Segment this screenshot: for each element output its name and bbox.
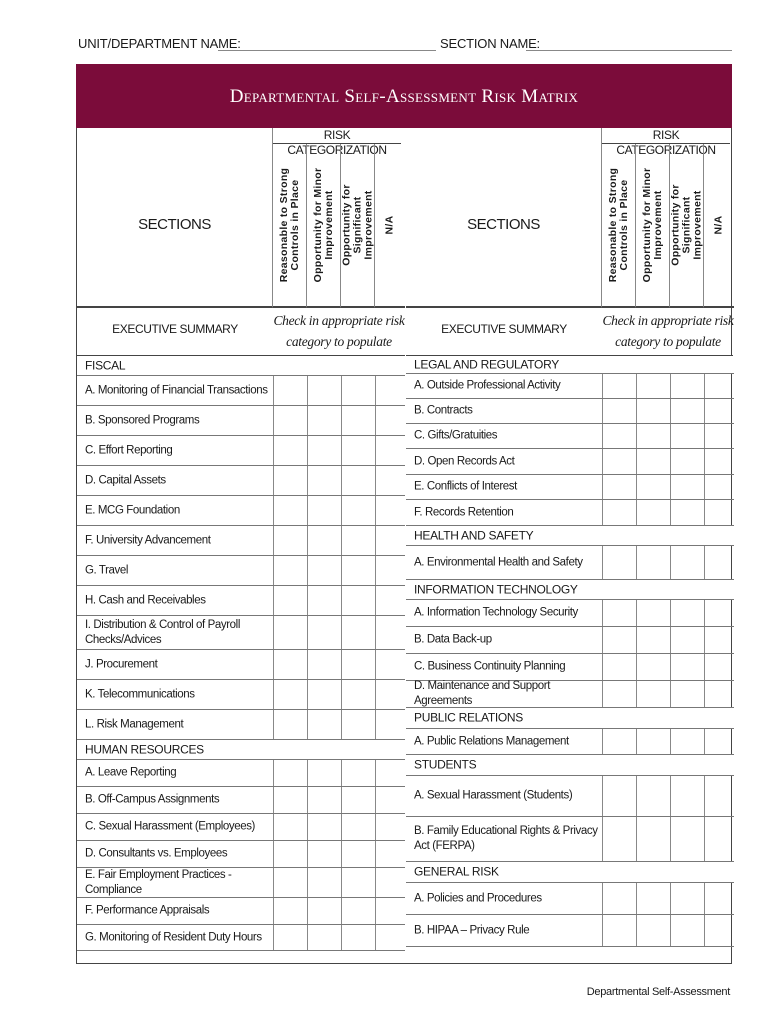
check-cell-na[interactable] [375, 376, 405, 405]
check-cell-na[interactable] [704, 915, 734, 946]
check-cell-na[interactable] [704, 475, 734, 499]
check-cell-minor-improvement[interactable] [636, 915, 670, 946]
sections-label: SECTIONS [138, 216, 211, 233]
check-cell-minor-improvement[interactable] [307, 616, 341, 649]
row-label: D. Open Records Act [414, 455, 515, 467]
checkbox-cells [273, 787, 405, 813]
checkbox-cells [602, 915, 734, 946]
row-label: C. Sexual Harassment (Employees) [85, 820, 255, 833]
check-cell-significant-improvement[interactable] [341, 814, 375, 840]
column-header-na [704, 144, 734, 308]
check-cell-minor-improvement[interactable] [636, 729, 670, 754]
table-row [77, 376, 405, 406]
row-label: D. Capital Assets [85, 474, 166, 486]
checkbox-cells [602, 729, 734, 754]
check-cell-strong-controls[interactable] [602, 883, 636, 914]
check-cell-strong-controls[interactable] [273, 680, 307, 709]
executive-summary-label: EXECUTIVE SUMMARY [441, 322, 567, 336]
checkbox-cells [273, 406, 405, 435]
check-cell-significant-improvement[interactable] [670, 449, 704, 474]
table-row [77, 680, 405, 710]
check-cell-significant-improvement[interactable] [670, 475, 704, 499]
check-cell-minor-improvement[interactable] [307, 466, 341, 495]
check-cell-na[interactable] [375, 710, 405, 739]
table-row [406, 475, 734, 500]
category-heading-row [406, 862, 734, 883]
table-row [77, 526, 405, 556]
check-cell-minor-improvement[interactable] [636, 475, 670, 499]
check-cell-significant-improvement[interactable] [341, 680, 375, 709]
section-name-field[interactable] [526, 50, 732, 51]
row-label: A. Public Relations Management [414, 735, 569, 747]
checkbox-cells [273, 586, 405, 615]
check-cell-na[interactable] [704, 500, 734, 525]
check-cell-significant-improvement[interactable] [341, 526, 375, 555]
check-cell-na[interactable] [704, 399, 734, 423]
table-row [77, 710, 405, 740]
category-heading: STUDENTS [414, 757, 477, 772]
table-row [406, 449, 734, 475]
category-heading-row [406, 526, 734, 546]
column-header-label: Reasonable to Strong Controls in Place [606, 167, 630, 283]
check-cell-na[interactable] [704, 681, 734, 707]
check-cell-significant-improvement[interactable] [670, 546, 704, 579]
check-cell-significant-improvement[interactable] [341, 925, 375, 950]
check-cell-minor-improvement[interactable] [307, 841, 341, 867]
row-label: H. Cash and Receivables [85, 594, 206, 606]
checkbox-cells [273, 376, 405, 405]
row-label: G. Travel [85, 564, 129, 576]
check-cell-minor-improvement[interactable] [636, 374, 670, 398]
column-header-label: N/A [712, 215, 725, 235]
check-cell-strong-controls[interactable] [273, 466, 307, 495]
check-cell-minor-improvement[interactable] [307, 526, 341, 555]
checkbox-cells [273, 556, 405, 585]
category-heading-row [77, 740, 405, 760]
check-cell-strong-controls[interactable] [602, 475, 636, 499]
checkbox-cells [602, 500, 734, 525]
category-heading: FISCAL [85, 358, 126, 372]
check-cell-significant-improvement[interactable] [670, 600, 704, 626]
table-row [406, 424, 734, 449]
category-heading-row [406, 708, 734, 729]
check-cell-minor-improvement[interactable] [307, 436, 341, 465]
check-cell-minor-improvement[interactable] [307, 868, 341, 897]
table-row [77, 436, 405, 466]
category-heading: PUBLIC RELATIONS [414, 710, 524, 725]
row-label: A. Information Technology Security [414, 606, 578, 619]
column-header-label: Reasonable to Strong Controls in Place [277, 167, 301, 283]
row-label: A. Outside Professional Activity [414, 379, 561, 392]
check-cell-na[interactable] [375, 760, 405, 786]
row-label: F. University Advancement [85, 534, 211, 546]
check-cell-significant-improvement[interactable] [341, 616, 375, 649]
table-row [77, 925, 405, 951]
category-heading-row [406, 580, 734, 600]
check-cell-strong-controls[interactable] [602, 399, 636, 423]
check-cell-significant-improvement[interactable] [341, 760, 375, 786]
row-label: A. Sexual Harassment (Students) [414, 789, 573, 802]
checkbox-cells [273, 436, 405, 465]
check-cell-significant-improvement[interactable] [670, 399, 704, 423]
table-row [406, 817, 734, 862]
check-cell-strong-controls[interactable] [273, 406, 307, 435]
checkbox-cells [273, 760, 405, 786]
row-label: D. Maintenance and Support Agreements [414, 680, 551, 707]
check-cell-significant-improvement[interactable] [670, 915, 704, 946]
sections-header [406, 128, 602, 308]
column-header-label: N/A [383, 215, 396, 235]
check-cell-na[interactable] [704, 817, 734, 861]
check-cell-significant-improvement[interactable] [670, 654, 704, 680]
row-label: A. Environmental Health and Safety [414, 556, 583, 568]
table-row [77, 814, 405, 841]
checkbox-cells [602, 883, 734, 914]
table-row [77, 466, 405, 496]
check-cell-minor-improvement[interactable] [636, 500, 670, 525]
checkbox-cells [602, 627, 734, 653]
check-cell-minor-improvement[interactable] [307, 376, 341, 405]
check-cell-minor-improvement[interactable] [307, 710, 341, 739]
sections-label: SECTIONS [467, 216, 540, 233]
column-header-label: Opportunity for Minor Improvement [311, 167, 335, 283]
check-cell-na[interactable] [375, 556, 405, 585]
checkbox-cells [273, 466, 405, 495]
check-cell-na[interactable] [704, 546, 734, 579]
check-cell-strong-controls[interactable] [602, 729, 636, 754]
check-cell-na[interactable] [704, 424, 734, 448]
row-label: A. Monitoring of Financial Transactions [85, 384, 268, 396]
table-row [77, 496, 405, 526]
footer-text: Departmental Self-Assessment [586, 986, 730, 998]
check-cell-minor-improvement[interactable] [636, 627, 670, 653]
checkbox-cells [273, 526, 405, 555]
unit-department-label: UNIT/DEPARTMENT NAME: [78, 36, 241, 51]
row-label: A. Policies and Procedures [414, 892, 542, 904]
category-heading-row [77, 356, 405, 376]
check-cell-na[interactable] [375, 526, 405, 555]
risk-matrix-table [76, 128, 732, 964]
checkbox-cells [273, 925, 405, 950]
check-cell-strong-controls[interactable] [273, 898, 307, 924]
risk-categorization-label: RISK CATEGORIZATION [602, 128, 730, 144]
check-cell-strong-controls[interactable] [602, 500, 636, 525]
check-cell-strong-controls[interactable] [273, 616, 307, 649]
check-cell-minor-improvement[interactable] [636, 817, 670, 861]
row-label: L. Risk Management [85, 718, 184, 730]
check-cell-significant-improvement[interactable] [341, 710, 375, 739]
column-header-strong-controls [273, 144, 307, 308]
check-cell-significant-improvement[interactable] [341, 436, 375, 465]
checkbox-cells [602, 817, 734, 861]
table-row [406, 915, 734, 947]
row-label: C. Business Continuity Planning [414, 660, 566, 673]
column-header-label: Opportunity for Significant Improvement [669, 184, 703, 266]
check-cell-minor-improvement[interactable] [307, 496, 341, 525]
column-header-significant-improvement [670, 144, 704, 308]
checkbox-cells [602, 449, 734, 474]
check-cell-strong-controls[interactable] [602, 776, 636, 816]
category-heading-row [406, 356, 734, 374]
column-header-na [375, 144, 405, 308]
check-instruction: Check in appropriate risk category to populate [602, 313, 734, 349]
check-cell-strong-controls[interactable] [273, 925, 307, 950]
check-cell-na[interactable] [704, 729, 734, 754]
check-cell-significant-improvement[interactable] [670, 500, 704, 525]
check-cell-minor-improvement[interactable] [636, 776, 670, 816]
row-label: B. HIPAA – Privacy Rule [414, 924, 530, 936]
checkbox-cells [602, 776, 734, 816]
check-cell-na[interactable] [375, 436, 405, 465]
checkbox-cells [273, 680, 405, 709]
check-cell-minor-improvement[interactable] [307, 898, 341, 924]
checkbox-cells [273, 496, 405, 525]
executive-summary-row [406, 308, 733, 356]
row-label: G. Monitoring of Resident Duty Hours [85, 931, 262, 943]
checkbox-cells [273, 650, 405, 679]
check-cell-minor-improvement[interactable] [307, 925, 341, 950]
check-cell-na[interactable] [704, 374, 734, 398]
check-cell-strong-controls[interactable] [273, 376, 307, 405]
row-label: E. Conflicts of Interest [414, 480, 517, 493]
check-cell-significant-improvement[interactable] [670, 817, 704, 861]
check-cell-na[interactable] [375, 787, 405, 813]
column-header-label: Opportunity for Minor Improvement [640, 167, 664, 283]
check-cell-strong-controls[interactable] [273, 526, 307, 555]
executive-summary-label: EXECUTIVE SUMMARY [112, 322, 238, 336]
row-label: C. Effort Reporting [85, 444, 173, 456]
check-cell-significant-improvement[interactable] [341, 841, 375, 867]
checkbox-cells [602, 424, 734, 448]
check-cell-strong-controls[interactable] [273, 650, 307, 679]
table-row [406, 399, 734, 424]
check-cell-strong-controls[interactable] [273, 436, 307, 465]
check-cell-significant-improvement[interactable] [341, 787, 375, 813]
category-heading: LEGAL AND REGULATORY [414, 357, 559, 371]
row-label: F. Records Retention [414, 506, 514, 518]
table-row [406, 600, 734, 627]
check-cell-significant-improvement[interactable] [341, 586, 375, 615]
sections-header [77, 128, 273, 308]
check-cell-significant-improvement[interactable] [341, 556, 375, 585]
table-row [406, 500, 734, 526]
checkbox-cells [273, 710, 405, 739]
checkbox-cells [273, 898, 405, 924]
table-row [406, 883, 734, 915]
table-row [406, 729, 734, 755]
table-row [77, 556, 405, 586]
check-cell-minor-improvement[interactable] [636, 681, 670, 707]
table-row [406, 681, 734, 708]
row-label: C. Gifts/Gratuities [414, 429, 498, 442]
check-cell-minor-improvement[interactable] [636, 424, 670, 448]
check-cell-strong-controls[interactable] [273, 841, 307, 867]
check-cell-significant-improvement[interactable] [341, 868, 375, 897]
check-cell-minor-improvement[interactable] [636, 883, 670, 914]
check-cell-na[interactable] [375, 925, 405, 950]
check-cell-significant-improvement[interactable] [341, 466, 375, 495]
checkbox-cells [273, 814, 405, 840]
table-row [77, 616, 405, 650]
row-label: J. Procurement [85, 658, 158, 670]
row-label: I. Distribution & Control of Payroll Checks/Advices [85, 618, 240, 646]
check-cell-na[interactable] [375, 680, 405, 709]
check-cell-strong-controls[interactable] [273, 868, 307, 897]
check-cell-strong-controls[interactable] [273, 586, 307, 615]
table-row [77, 586, 405, 616]
check-cell-minor-improvement[interactable] [307, 760, 341, 786]
check-cell-significant-improvement[interactable] [670, 627, 704, 653]
row-label: B. Off-Campus Assignments [85, 793, 220, 806]
checkbox-cells [273, 868, 405, 897]
check-cell-na[interactable] [375, 406, 405, 435]
table-row [77, 868, 405, 898]
check-cell-strong-controls[interactable] [273, 787, 307, 813]
check-cell-minor-improvement[interactable] [636, 654, 670, 680]
table-row [406, 654, 734, 681]
check-cell-significant-improvement[interactable] [670, 776, 704, 816]
table-row [406, 546, 734, 580]
check-cell-significant-improvement[interactable] [670, 374, 704, 398]
checkbox-cells [602, 654, 734, 680]
check-cell-na[interactable] [375, 898, 405, 924]
check-cell-na[interactable] [704, 654, 734, 680]
check-cell-minor-improvement[interactable] [307, 650, 341, 679]
check-cell-na[interactable] [375, 868, 405, 897]
row-label: B. Data Back-up [414, 633, 492, 646]
row-label: D. Consultants vs. Employees [85, 847, 228, 860]
checkbox-cells [602, 374, 734, 398]
check-cell-minor-improvement[interactable] [636, 546, 670, 579]
checkbox-cells [602, 475, 734, 499]
row-label: B. Family Educational Rights & Privacy Act (FERPA) [414, 825, 598, 852]
row-label: B. Contracts [414, 404, 473, 417]
check-cell-strong-controls[interactable] [602, 546, 636, 579]
check-cell-na[interactable] [704, 883, 734, 914]
check-cell-strong-controls[interactable] [602, 424, 636, 448]
category-heading: INFORMATION TECHNOLOGY [414, 582, 578, 596]
check-cell-strong-controls[interactable] [602, 600, 636, 626]
check-cell-na[interactable] [375, 496, 405, 525]
check-cell-na[interactable] [375, 841, 405, 867]
check-cell-minor-improvement[interactable] [307, 406, 341, 435]
checkbox-cells [273, 616, 405, 649]
check-cell-strong-controls[interactable] [273, 710, 307, 739]
check-cell-significant-improvement[interactable] [341, 898, 375, 924]
risk-categorization-label: RISK CATEGORIZATION [273, 128, 401, 144]
check-cell-na[interactable] [375, 586, 405, 615]
check-cell-significant-improvement[interactable] [341, 376, 375, 405]
check-cell-na[interactable] [704, 776, 734, 816]
checkbox-cells [602, 681, 734, 707]
table-row [406, 627, 734, 654]
check-cell-significant-improvement[interactable] [341, 406, 375, 435]
table-row [77, 760, 405, 787]
column-header-significant-improvement [341, 144, 375, 308]
check-cell-strong-controls[interactable] [602, 817, 636, 861]
check-cell-strong-controls[interactable] [602, 627, 636, 653]
check-cell-minor-improvement[interactable] [307, 814, 341, 840]
checkbox-cells [602, 546, 734, 579]
row-label: K. Telecommunications [85, 688, 195, 700]
check-cell-na[interactable] [704, 600, 734, 626]
header-fields [78, 34, 738, 54]
column-header-label: Opportunity for Significant Improvement [340, 184, 374, 266]
category-heading: GENERAL RISK [414, 864, 499, 879]
check-cell-minor-improvement[interactable] [307, 556, 341, 585]
check-cell-significant-improvement[interactable] [670, 729, 704, 754]
unit-department-field[interactable] [218, 50, 436, 51]
check-instruction: Check in appropriate risk category to populate [273, 313, 405, 349]
category-heading-row [406, 755, 734, 776]
check-cell-na[interactable] [704, 627, 734, 653]
check-cell-strong-controls[interactable] [273, 496, 307, 525]
check-cell-significant-improvement[interactable] [341, 496, 375, 525]
section-name-label: SECTION NAME: [440, 36, 540, 51]
column-header-strong-controls [602, 144, 636, 308]
column-header-minor-improvement [636, 144, 670, 308]
check-cell-na[interactable] [375, 466, 405, 495]
checkbox-cells [602, 399, 734, 423]
row-label: E. Fair Employment Practices - Compliance [85, 868, 232, 896]
check-cell-strong-controls[interactable] [273, 760, 307, 786]
check-cell-strong-controls[interactable] [602, 374, 636, 398]
check-cell-na[interactable] [375, 814, 405, 840]
row-label: A. Leave Reporting [85, 766, 177, 779]
category-heading: HUMAN RESOURCES [85, 742, 204, 756]
page-title: Departmental Self-Assessment Risk Matrix [76, 64, 732, 128]
row-label: B. Sponsored Programs [85, 414, 200, 426]
row-label: F. Performance Appraisals [85, 904, 210, 917]
check-cell-minor-improvement[interactable] [636, 449, 670, 474]
check-cell-minor-improvement[interactable] [307, 787, 341, 813]
check-cell-strong-controls[interactable] [602, 449, 636, 474]
row-label: E. MCG Foundation [85, 504, 180, 516]
check-cell-strong-controls[interactable] [273, 556, 307, 585]
check-cell-significant-improvement[interactable] [670, 424, 704, 448]
check-cell-na[interactable] [375, 616, 405, 649]
table-row [77, 787, 405, 814]
table-row [77, 406, 405, 436]
executive-summary-row [77, 308, 405, 356]
check-cell-strong-controls[interactable] [273, 814, 307, 840]
table-row [77, 650, 405, 680]
category-heading: HEALTH AND SAFETY [414, 528, 534, 542]
checkbox-cells [273, 841, 405, 867]
check-cell-minor-improvement[interactable] [636, 600, 670, 626]
check-cell-na[interactable] [704, 449, 734, 474]
column-header-minor-improvement [307, 144, 341, 308]
check-cell-strong-controls[interactable] [602, 915, 636, 946]
check-cell-minor-improvement[interactable] [307, 680, 341, 709]
check-cell-significant-improvement[interactable] [341, 650, 375, 679]
check-cell-minor-improvement[interactable] [307, 586, 341, 615]
check-cell-na[interactable] [375, 650, 405, 679]
table-row [406, 374, 734, 399]
check-cell-strong-controls[interactable] [602, 654, 636, 680]
table-row [406, 776, 734, 817]
table-row [77, 841, 405, 868]
table-row [77, 898, 405, 925]
check-cell-significant-improvement[interactable] [670, 681, 704, 707]
check-cell-strong-controls[interactable] [602, 681, 636, 707]
check-cell-significant-improvement[interactable] [670, 883, 704, 914]
check-cell-minor-improvement[interactable] [636, 399, 670, 423]
checkbox-cells [602, 600, 734, 626]
